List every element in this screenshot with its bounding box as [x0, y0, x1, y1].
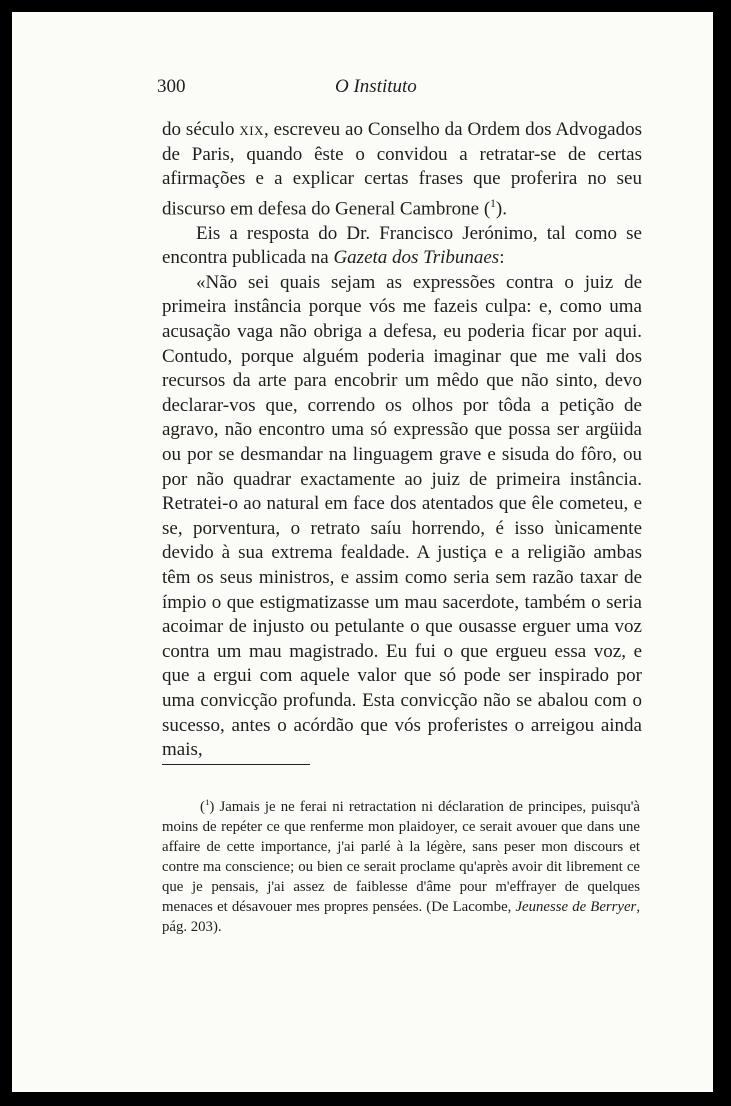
body-text [162, 118, 642, 763]
running-title: O Instituto [335, 76, 417, 97]
paragraph-quote: «Não sei quais sejam as expressões contra o juiz de primeira instância porque vós me fazeis culpa: e, como uma acusação vaga não obriga a defesa, eu poderia ficar por aqui. Contudo, porque alguém poderia imaginar que me vali dos recursos da arte para encobrir um mêdo que não sinto, devo declarar-vos que, correndo os olhos por tôda a petição de agravo, não encontro uma só expressão que possa ser argüida ou por se desmandar na linguagem grave e sisuda do fôro, ou por não quadrar exactamente ao juiz de primeira instância. Retratei-o ao natural em face dos atentados que êle cometeu, e se, porventura, o retrato saíu horrendo, é isso ùnicamente devido à sua extrema fealdade. A justiça e a religião ambas têm os seus ministros, e assim como seria sem razão taxar de ímpio o que estigmatizasse um mau sacerdote, também o seria acoimar de injusto ou petulante o que ousasse erguer uma voz contra um mau magistrado. Eu fui o que ergueu essa voz, e que a ergui com aquele valor que só pode ser inspirado por uma convicção profunda. Esta convicção não se abalou com o sucesso, antes o acórdão que vós proferistes o arreigou ainda mais, [162, 271, 642, 761]
footnote-marker: 1 [204, 797, 210, 807]
paragraph-intro: Eis a resposta do Dr. Francisco Jerónimo, tal como se encontra publicada na Gazeta dos Tribunaes: [162, 222, 642, 269]
publication-title: Gazeta dos Tribunaes [333, 247, 500, 269]
running-header [157, 76, 647, 102]
footnote: ($^1$) Jamais je ne ferai ni retractation ni déclaration de principes, puisqu'à moins de repéter ce que renferme mon plaidoyer, ce serait avouer que dans une affaire de cette importance, j'ai parlé à la légère, sans peser mon discours et contre ma conscience; ou bien ce serait proclame qu'après avoir dit librement ce que je pensais, j'ai assez de faiblesse d'âme pour m'effrayer de quelques menaces et désavouer mes propres pensées. (De Lacombe, Jeunesse de Berryer, pág. 203). [162, 797, 641, 935]
page-number: 300 [157, 76, 186, 97]
footnote-text: Jamais je ne ferai ni retractation ni déclaration de principes, puisqu'à moins de repéter ce que renferme mon plaidoyer, ce serait avouer que dans une affaire de cette importance, j'ai parlé à la légère, sans peser mon discours et contre ma conscience; ou bien ce serait proclame qu'après avoir dit librement ce que je pensais, j'ai assez de faiblesse d'âme pour m'effrayer de quelques menaces et désavouer mes propres pensées. (De Lacombe, [162, 798, 640, 915]
century-numeral: xix [239, 119, 264, 140]
footnote-reference: 1 [490, 197, 496, 210]
cited-work-title: Jeunesse de Berryer [515, 898, 637, 915]
document-page [12, 12, 713, 1092]
footnote-divider [162, 764, 310, 765]
paragraph-continuation: do século xix, escreveu ao Conselho da Ordem dos Advogados de Paris, quando êste o convidou a retratar-se de certas afirmações e a explicar certas frases que proferira no seu discurso em defesa do General Cambrone ($^1$). [162, 119, 642, 220]
